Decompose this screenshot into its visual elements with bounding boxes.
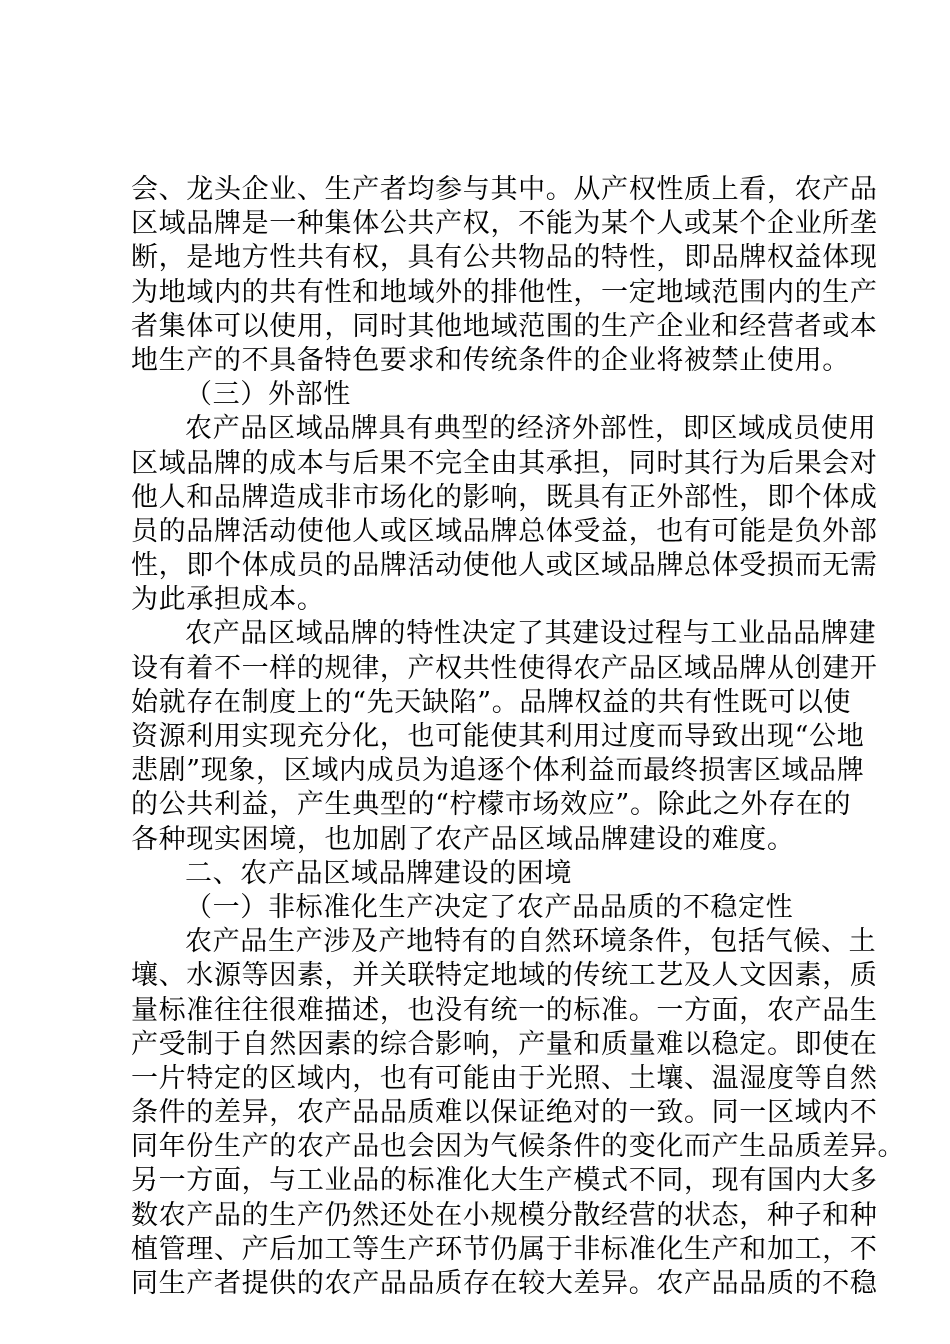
- text-line: 者集体可以使用，同时其他地域范围的生产企业和经营者或本: [131, 310, 878, 342]
- text-line: 始就存在制度上的“先天缺陷”。品牌权益的共有性既可以使: [131, 686, 852, 718]
- text-line: 另一方面，与工业品的标准化大生产模式不同，现有国内大多: [131, 1165, 878, 1197]
- text-line: 悲剧”现象，区域内成员为追逐个体利益而最终损害区域品牌: [131, 755, 865, 787]
- text-line: 他人和品牌造成非市场化的影响，既具有正外部性，即个体成: [131, 481, 878, 513]
- text-line: 同生产者提供的农产品品质存在较大差异。农产品品质的不稳: [131, 1268, 878, 1299]
- text-line: 员的品牌活动使他人或区域品牌总体受益，也有可能是负外部: [131, 515, 878, 547]
- text-line: 数农产品的生产仍然还处在小规模分散经营的状态，种子和种: [131, 1199, 878, 1231]
- text-line: 一片特定的区域内，也有可能由于光照、土壤、温湿度等自然: [131, 1062, 878, 1094]
- text-line: 的公共利益，产生典型的“柠檬市场效应”。除此之外存在的: [131, 789, 852, 821]
- text-line: 为地域内的共有性和地域外的排他性，一定地域范围内的生产: [131, 276, 878, 308]
- text-line: 壤、水源等因素，并关联特定地域的传统工艺及人文因素，质: [131, 960, 878, 992]
- text-line: 各种现实困境，也加剧了农产品区域品牌建设的难度。: [131, 823, 795, 855]
- text-line: （一）非标准化生产决定了农产品品质的不稳定性: [185, 891, 794, 923]
- text-line: 设有着不一样的规律，产权共性使得农产品区域品牌从创建开: [131, 652, 878, 684]
- text-line: 农产品生产涉及产地特有的自然环境条件，包括气候、土: [185, 926, 877, 958]
- text-line: 农产品区域品牌具有典型的经济外部性，即区域成员使用: [185, 413, 877, 445]
- text-line: 断，是地方性共有权，具有公共物品的特性，即品牌权益体现: [131, 242, 878, 274]
- text-line: 二、农产品区域品牌建设的困境: [185, 857, 573, 889]
- text-line: 为此承担成本。: [131, 584, 325, 616]
- text-line: 区域品牌的成本与后果不完全由其承担，同时其行为后果会对: [131, 447, 878, 479]
- text-line: 地生产的不具备特色要求和传统条件的企业将被禁止使用。: [131, 344, 850, 376]
- text-line: 同年份生产的农产品也会因为气候条件的变化而产生品质差异。: [131, 1131, 906, 1163]
- text-line: 条件的差异，农产品品质难以保证绝对的一致。同一区域内不: [131, 1097, 878, 1129]
- text-line: 量标准往往很难描述，也没有统一的标准。一方面，农产品生: [131, 994, 878, 1026]
- text-line: 农产品区域品牌的特性决定了其建设过程与工业品品牌建: [185, 618, 877, 650]
- text-line: 会、龙头企业、生产者均参与其中。从产权性质上看，农产品: [131, 174, 878, 205]
- text-line: 产受制于自然因素的综合影响，产量和质量难以稳定。即使在: [131, 1028, 878, 1060]
- text-line: 资源利用实现充分化，也可能使其利用过度而导致出现“公地: [131, 721, 865, 752]
- document-page: [131, 173, 906, 1301]
- text-line: 区域品牌是一种集体公共产权，不能为某个人或某个企业所垄: [131, 208, 878, 240]
- text-line: 性，即个体成员的品牌活动使他人或区域品牌总体受损而无需: [131, 550, 878, 582]
- text-line: （三）外部性: [185, 379, 351, 411]
- text-line: 植管理、产后加工等生产环节仍属于非标准化生产和加工，不: [131, 1233, 878, 1265]
